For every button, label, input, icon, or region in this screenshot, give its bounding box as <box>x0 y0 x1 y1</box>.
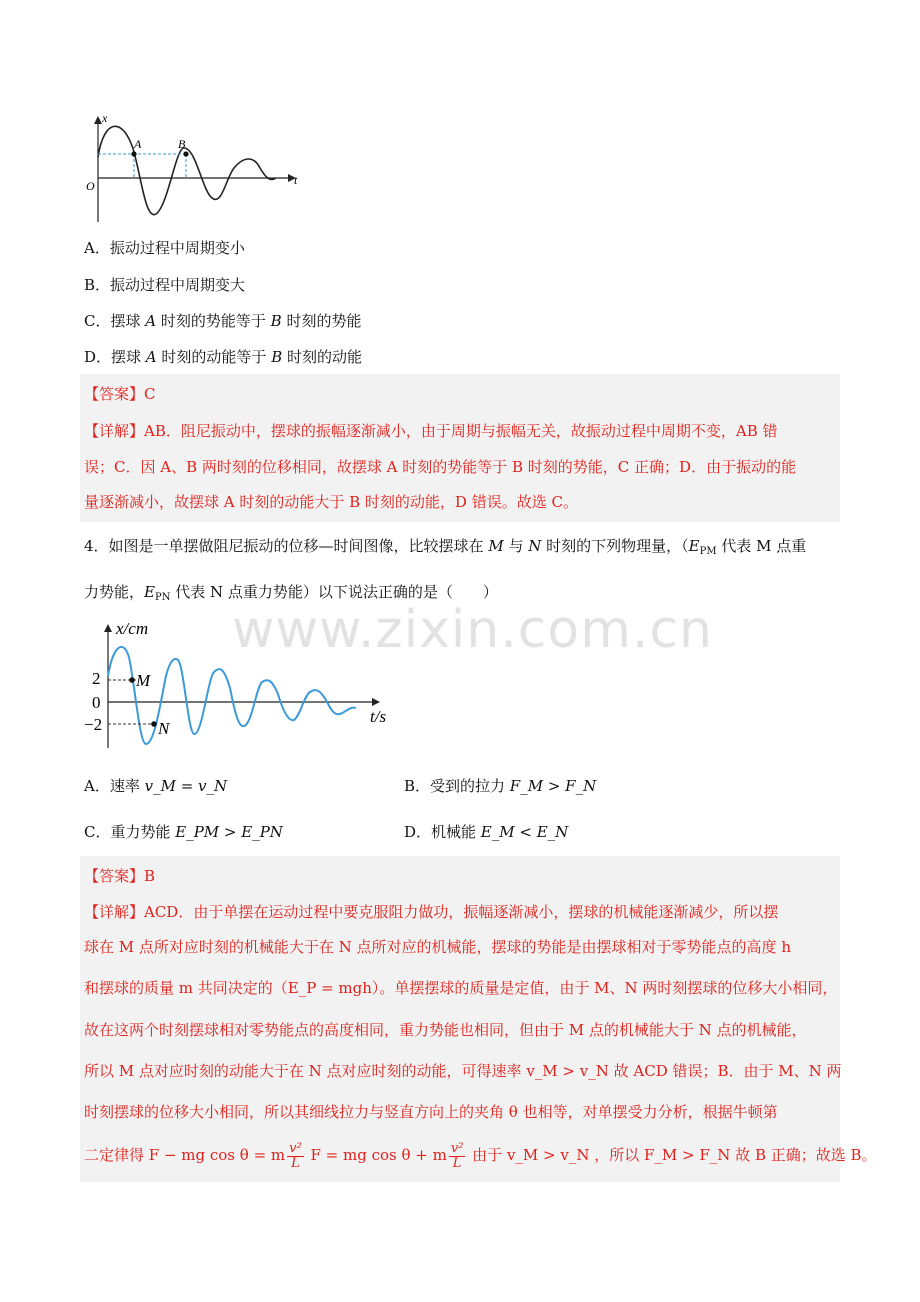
q4-stem-text-c: 时刻的下列物理量，（ <box>541 537 689 555</box>
q4-formula-part2: F = mg cos θ + m <box>305 1146 447 1164</box>
q4-fraction-1-den: L <box>291 1155 300 1171</box>
q3-option-b[interactable]: B．振动过程中周期变大 <box>84 276 246 294</box>
q3-option-d-pre: D．摆球 <box>84 348 146 366</box>
damped-wave <box>108 647 356 744</box>
q4-fraction-2-den: L <box>452 1155 462 1171</box>
q4-stem-text-d: 代表 M 点重 <box>716 537 807 555</box>
label-x: x <box>102 112 108 125</box>
x-axis-arrow <box>372 698 380 706</box>
tick-0: 0 <box>92 693 101 712</box>
q4-fraction-2-num: v² <box>450 1140 464 1156</box>
q3-option-d-var2: B <box>271 348 283 366</box>
q4-fraction-1-num: v² <box>289 1140 302 1156</box>
q3-option-d-var1: A <box>145 348 157 366</box>
q4-option-a-label: A．速率 <box>84 777 145 795</box>
point-m-dot <box>129 677 135 683</box>
q4-detail-line6: 时刻摆球的位移大小相同，所以其细线拉力与竖直方向上的夹角 θ 也相等，对单摆受力分析，根据牛顿第 <box>84 1103 778 1121</box>
q3-option-c-pre: C．摆球 <box>84 312 146 330</box>
label-a: A <box>134 137 142 151</box>
q3-option-d[interactable] <box>84 347 362 367</box>
q4-option-a-expr: v_M = v_N <box>144 777 228 795</box>
q4-option-d-label: D．机械能 <box>404 823 481 841</box>
label-o: O <box>86 179 95 193</box>
q4-formula-part3: 由于 v_M > v_N ，所以 F_M > F_N 故 B 正确；故选 B。 <box>467 1146 877 1164</box>
point-a-dot <box>131 151 136 156</box>
q3-option-c-var2: B <box>270 312 282 330</box>
q3-option-c-post: 时刻的势能 <box>281 312 362 330</box>
q3-detail-line2: 误；C．因 A、B 两时刻的位移相同，故摆球 A 时刻的势能等于 B 时刻的势能，C 正确；D．由于振动的能 <box>84 458 797 476</box>
q4-stem2-text-a: 力势能， <box>84 583 145 601</box>
q3-option-d-post: 时刻的动能 <box>282 348 362 366</box>
label-m: M <box>136 671 151 690</box>
label-n: N <box>158 719 170 738</box>
q3-answer: 【答案】C <box>84 385 156 403</box>
q4-option-b-expr: F_M > F_N <box>509 777 597 795</box>
q4-stem2-e: E <box>144 583 155 601</box>
q4-stem-m: M <box>488 537 504 555</box>
q4-detail-line1: 【详解】ACD．由于单摆在运动过程中要克服阻力做功，振幅逐渐减小，摆球的机械能逐渐减少，所以摆 <box>84 903 779 921</box>
q3-option-a[interactable]: A．振动过程中周期变小 <box>84 239 245 257</box>
q4-stem-sub-pm: PM <box>699 546 717 557</box>
y-axis-arrow <box>104 624 112 632</box>
q4-option-a[interactable] <box>84 776 227 796</box>
q4-stem-n: N <box>528 537 542 555</box>
q3-option-c-var1: A <box>145 312 157 330</box>
q4-option-b-label: B．受到的拉力 <box>404 777 510 795</box>
q4-option-b[interactable] <box>404 776 596 796</box>
point-n-dot <box>151 721 157 727</box>
q4-option-c[interactable] <box>84 822 283 842</box>
q4-detail-line5: 所以 M 点对应时刻的动能大于在 N 点对应时刻的动能，可得速率 v_M > v_N 故 ACD 错误；B．由于 M、N 两 <box>84 1062 842 1080</box>
q3-option-c-mid: 时刻的势能等于 <box>156 312 271 330</box>
q4-stem-e: E <box>688 537 700 555</box>
q4-fraction-1 <box>287 1142 304 1171</box>
watermark: www.zixin.com.cn <box>232 600 713 660</box>
point-b-dot <box>183 151 188 156</box>
q3-displacement-graph <box>84 112 314 230</box>
tick-2: 2 <box>92 669 101 688</box>
q3-detail-line1: 【详解】AB．阻尼振动中，摆球的振幅逐渐减小，由于周期与振幅无关，故振动过程中周期不变，AB 错 <box>84 422 778 440</box>
q4-stem2-sub-pn: PN <box>154 592 171 603</box>
label-t: t <box>294 173 298 187</box>
y-axis-arrow <box>94 116 102 124</box>
q4-stem-line1 <box>84 536 806 562</box>
label-b: B <box>178 137 186 151</box>
q4-option-c-label: C．重力势能 <box>84 823 176 841</box>
q4-stem-text-a: 4．如图是一单摆做阻尼振动的位移—时间图像，比较摆球在 <box>84 537 489 555</box>
q4-option-d-expr: E_M < E_N <box>480 823 569 841</box>
tick-minus-2: −2 <box>84 715 103 734</box>
q4-fraction-2 <box>449 1142 466 1171</box>
q4-detail-line7 <box>84 1140 877 1171</box>
label-ylabel: x/cm <box>116 619 149 638</box>
q3-detail-line3: 量逐渐减小，故摆球 A 时刻的动能大于 B 时刻的动能，D 错误。故选 C。 <box>84 493 578 511</box>
q4-detail-line3: 和摆球的质量 m 共同决定的（E_P = mgh）。单摆摆球的质量是定值，由于 M、N 两时刻摆球的位移大小相同， <box>84 979 838 997</box>
q4-formula-part1: 二定律得 F − mg cos θ = m <box>84 1146 286 1164</box>
damped-wave <box>98 126 276 214</box>
q4-stem-text-b: 与 <box>503 537 529 555</box>
label-xlabel: t/s <box>370 707 387 726</box>
q4-stem2-text-b: 代表 N 点重力势能）以下说法正确的是（ ） <box>170 583 498 601</box>
q4-option-c-expr: E_PM > E_PN <box>175 823 283 841</box>
q4-detail-line4: 故在这两个时刻摆球相对零势能点的高度相同，重力势能也相同，但由于 M 点的机械能大于 N 点的机械能， <box>84 1021 807 1039</box>
q3-option-c[interactable] <box>84 311 361 331</box>
q4-answer: 【答案】B <box>84 867 156 885</box>
q4-detail-line2: 球在 M 点所对应时刻的机械能大于在 N 点所对应的机械能，摆球的势能是由摆球相对于零势能点的高度 h <box>84 938 791 956</box>
q4-option-d[interactable] <box>404 822 568 842</box>
q3-option-d-mid: 时刻的动能等于 <box>156 348 272 366</box>
